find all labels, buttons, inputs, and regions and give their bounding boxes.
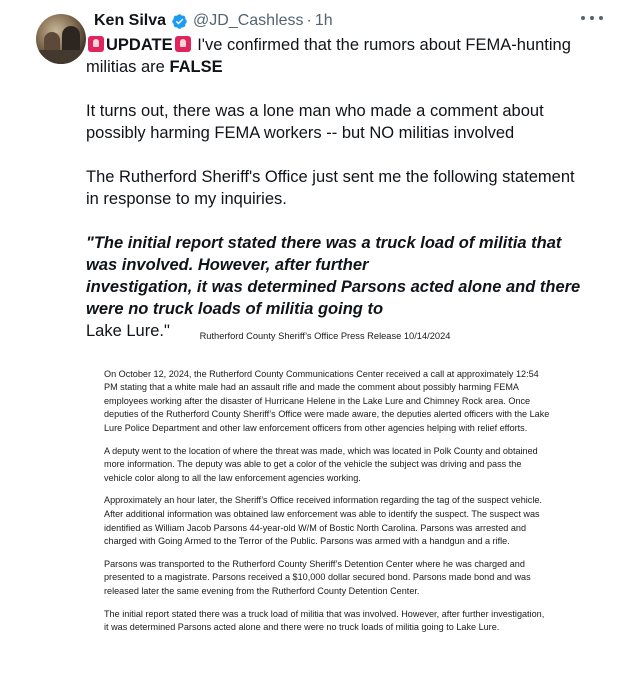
separator-dot: · [306,12,312,29]
quote-line-1: "The initial report stated there was a truck load of militia that was involved. However, after further [86,234,562,274]
quote-end: Lake Lure." [86,322,170,340]
more-options-icon[interactable] [581,12,603,24]
press-release-title: Rutherford County Sheriff’s Office Press Release 10/14/2024 [199,331,451,341]
tweet-line-update [86,34,586,78]
more-dot [590,16,594,20]
rotating-light-emoji-icon [88,36,104,52]
verified-badge-icon [171,13,188,30]
false-label: FALSE [169,58,223,76]
tweet-header [94,10,333,32]
tweet-paragraph-3: The Rutherford Sheriff's Office just sent me the following statement in response to my inquiries. [86,168,575,208]
author-handle[interactable]: @JD_Cashless [193,12,304,29]
tweet-quote [86,232,586,342]
update-label: UPDATE [106,36,173,54]
rotating-light-emoji-icon [175,36,191,52]
author-name[interactable]: Ken Silva [94,12,167,29]
tweet-paragraph-2: It turns out, there was a lone man who made a comment about possibly harming FEMA workers -- but NO militias involved [86,102,544,142]
avatar-ground [36,50,86,64]
press-release-paragraph: Approximately an hour later, the Sheriff’s Office received information regarding the tag of the suspect vehicle. After additional information was obtained law enforcement was able to identify the suspect. The suspect was identified as William Jacob Parsons 44-year-old W/M of Bostic North Carolina. Parsons was arrested and charged with Going Armed to the Terror of the Public. Parsons was armed with a handgun and a rifle. [104,495,542,547]
press-release-paragraph: The initial report stated there was a truck load of militia that was involved. However, after further investigation, it was determined Parsons acted alone and there were no truck loads of militia going to Lake Lure. [104,608,545,633]
more-dot [599,16,603,20]
press-release-image[interactable] [100,330,550,644]
avatar[interactable] [36,14,86,64]
press-release-paragraph: On October 12, 2024, the Rutherford County Communications Center received a call at approximately 12:54 PM stating that a white male had an assault rifle and made the comment about possibly harming FEMA employees working after the disaster of Hurricane Helene in the Lake Lure and Chimney Rock area. Once deputies of the Rutherford County Sheriff’s Office were made aware, the deputies alerted officers with the Lake Lure Police Department and other law enforcement officers from other agencies helping with relief efforts. [104,368,550,433]
tweet-text [86,34,586,342]
press-release-paragraph: Parsons was transported to the Rutherford County Sheriff’s Detention Center where he was charged and presented to a magistrate. Parsons received a $10,000 dollar secured bond. Parsons made bond and was released later the same evening from the Rutherford County Detention Center. [104,558,531,596]
press-release-paragraph: A deputy went to the location of where the threat was made, which was located in Polk County and obtained more information. The deputy was able to get a color of the vehicle the subject was driving and pass the vehicle color along to all the law enforcement agencies working. [104,445,538,483]
more-dot [581,16,585,20]
update-text: I've confirmed that the rumors about FEMA-hunting militias are [86,36,571,76]
timestamp[interactable]: 1h [314,12,333,29]
quote-line-2: investigation, it was determined Parsons acted alone and there were no truck loads of militia going to [86,278,581,318]
